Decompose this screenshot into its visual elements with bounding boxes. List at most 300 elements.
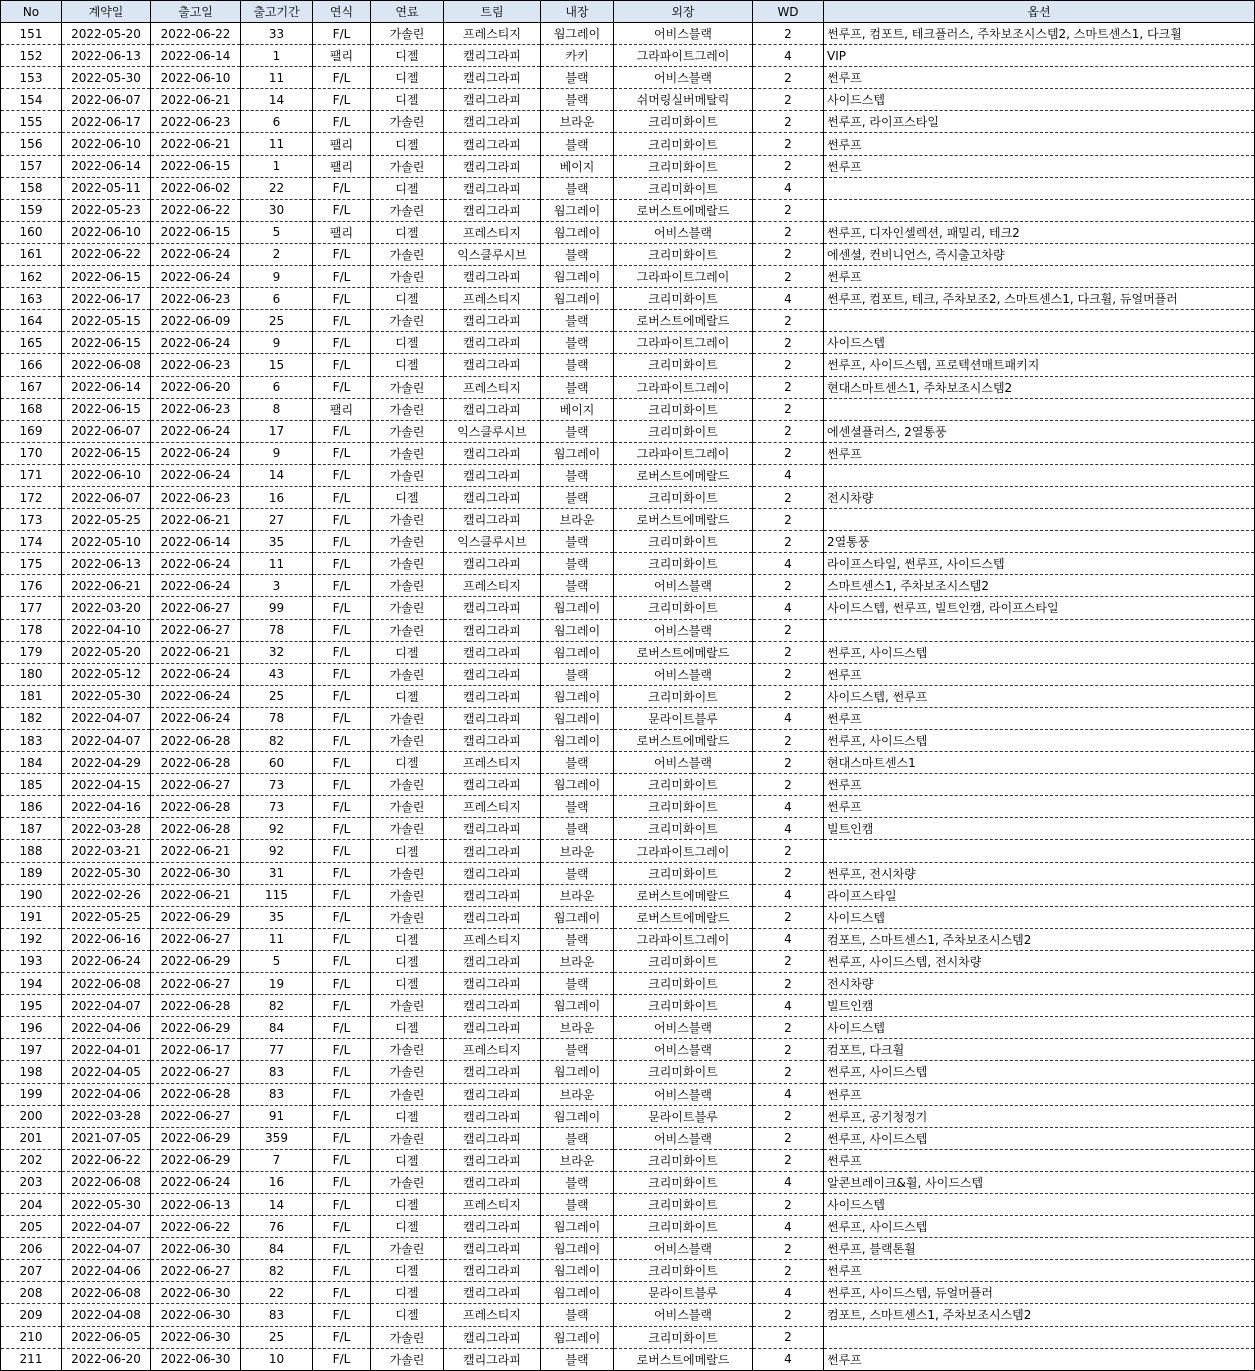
cell-options[interactable]: 빌트인캠 bbox=[824, 995, 1255, 1017]
cell-release-period[interactable]: 16 bbox=[241, 486, 313, 508]
cell-model-year[interactable]: F/L bbox=[313, 354, 371, 376]
cell-release-period[interactable]: 84 bbox=[241, 1017, 313, 1039]
cell-contract-date[interactable]: 2022-04-06 bbox=[62, 1083, 151, 1105]
cell-contract-date[interactable]: 2022-05-12 bbox=[62, 663, 151, 685]
cell-release-date[interactable]: 2022-06-24 bbox=[151, 575, 241, 597]
cell-wd[interactable]: 4 bbox=[753, 707, 824, 729]
cell-options[interactable]: 사이드스텝 bbox=[824, 1193, 1255, 1215]
cell-release-date[interactable]: 2022-06-30 bbox=[151, 1238, 241, 1260]
cell-wd[interactable]: 2 bbox=[753, 575, 824, 597]
cell-trim[interactable]: 캘리그라피 bbox=[444, 67, 541, 89]
cell-release-period[interactable]: 60 bbox=[241, 752, 313, 774]
cell-contract-date[interactable]: 2022-06-20 bbox=[62, 1348, 151, 1370]
cell-exterior[interactable]: 크리미화이트 bbox=[614, 818, 753, 840]
cell-options[interactable] bbox=[824, 177, 1255, 199]
cell-release-period[interactable]: 83 bbox=[241, 1083, 313, 1105]
cell-exterior[interactable]: 크리미화이트 bbox=[614, 1149, 753, 1171]
cell-trim[interactable]: 캘리그라피 bbox=[444, 707, 541, 729]
cell-fuel[interactable]: 가솔린 bbox=[371, 111, 444, 133]
cell-release-period[interactable]: 11 bbox=[241, 67, 313, 89]
cell-no[interactable]: 158 bbox=[1, 177, 62, 199]
cell-no[interactable]: 174 bbox=[1, 531, 62, 553]
cell-no[interactable]: 210 bbox=[1, 1326, 62, 1348]
cell-no[interactable]: 189 bbox=[1, 862, 62, 884]
cell-release-date[interactable]: 2022-06-24 bbox=[151, 707, 241, 729]
cell-wd[interactable]: 2 bbox=[753, 1039, 824, 1061]
cell-model-year[interactable]: F/L bbox=[313, 862, 371, 884]
cell-exterior[interactable]: 크리미화이트 bbox=[614, 243, 753, 265]
cell-model-year[interactable]: 팰리 bbox=[313, 45, 371, 67]
cell-fuel[interactable]: 가솔린 bbox=[371, 1039, 444, 1061]
cell-wd[interactable]: 2 bbox=[753, 133, 824, 155]
cell-release-date[interactable]: 2022-06-27 bbox=[151, 774, 241, 796]
cell-exterior[interactable]: 로버스트에메랄드 bbox=[614, 906, 753, 928]
cell-trim[interactable]: 캘리그라피 bbox=[444, 177, 541, 199]
cell-options[interactable]: 썬루프, 사이드스텝, 전시차량 bbox=[824, 950, 1255, 972]
cell-no[interactable]: 162 bbox=[1, 266, 62, 288]
cell-options[interactable] bbox=[824, 310, 1255, 332]
cell-release-date[interactable]: 2022-06-27 bbox=[151, 1061, 241, 1083]
cell-fuel[interactable]: 디젤 bbox=[371, 1282, 444, 1304]
cell-release-period[interactable]: 91 bbox=[241, 1105, 313, 1127]
cell-trim[interactable]: 캘리그라피 bbox=[444, 840, 541, 862]
cell-options[interactable]: 전시차량 bbox=[824, 973, 1255, 995]
cell-model-year[interactable]: F/L bbox=[313, 111, 371, 133]
cell-trim[interactable]: 캘리그라피 bbox=[444, 199, 541, 221]
cell-model-year[interactable]: F/L bbox=[313, 89, 371, 111]
cell-release-period[interactable]: 99 bbox=[241, 597, 313, 619]
cell-release-period[interactable]: 35 bbox=[241, 906, 313, 928]
cell-interior[interactable]: 웜그레이 bbox=[541, 685, 614, 707]
cell-model-year[interactable]: F/L bbox=[313, 950, 371, 972]
cell-exterior[interactable]: 어비스블랙 bbox=[614, 619, 753, 641]
cell-fuel[interactable]: 가솔린 bbox=[371, 553, 444, 575]
cell-options[interactable]: 컴포트, 스마트센스1, 주차보조시스템2 bbox=[824, 1304, 1255, 1326]
cell-release-date[interactable]: 2022-06-23 bbox=[151, 111, 241, 133]
cell-model-year[interactable]: F/L bbox=[313, 641, 371, 663]
cell-contract-date[interactable]: 2022-05-15 bbox=[62, 310, 151, 332]
cell-fuel[interactable]: 가솔린 bbox=[371, 796, 444, 818]
cell-options[interactable]: 썬루프 bbox=[824, 133, 1255, 155]
cell-release-period[interactable]: 2 bbox=[241, 243, 313, 265]
cell-trim[interactable]: 익스클루시브 bbox=[444, 243, 541, 265]
cell-release-period[interactable]: 14 bbox=[241, 464, 313, 486]
cell-trim[interactable]: 캘리그라피 bbox=[444, 266, 541, 288]
cell-trim[interactable]: 캘리그라피 bbox=[444, 1105, 541, 1127]
cell-no[interactable]: 179 bbox=[1, 641, 62, 663]
cell-contract-date[interactable]: 2022-03-28 bbox=[62, 818, 151, 840]
cell-trim[interactable]: 캘리그라피 bbox=[444, 1282, 541, 1304]
cell-release-date[interactable]: 2022-06-24 bbox=[151, 332, 241, 354]
header-exterior[interactable]: 외장 bbox=[614, 1, 753, 23]
cell-release-period[interactable]: 5 bbox=[241, 221, 313, 243]
cell-contract-date[interactable]: 2022-03-21 bbox=[62, 840, 151, 862]
cell-exterior[interactable]: 문라이트블루 bbox=[614, 707, 753, 729]
cell-exterior[interactable]: 로버스트에메랄드 bbox=[614, 1348, 753, 1370]
cell-fuel[interactable]: 디젤 bbox=[371, 950, 444, 972]
cell-wd[interactable]: 4 bbox=[753, 1348, 824, 1370]
cell-model-year[interactable]: F/L bbox=[313, 752, 371, 774]
cell-no[interactable]: 173 bbox=[1, 509, 62, 531]
cell-interior[interactable]: 카키 bbox=[541, 45, 614, 67]
cell-fuel[interactable]: 디젤 bbox=[371, 221, 444, 243]
cell-release-period[interactable]: 84 bbox=[241, 1238, 313, 1260]
cell-model-year[interactable]: F/L bbox=[313, 796, 371, 818]
cell-exterior[interactable]: 그라파이트그레이 bbox=[614, 376, 753, 398]
cell-contract-date[interactable]: 2022-05-30 bbox=[62, 1193, 151, 1215]
header-options[interactable]: 옵션 bbox=[824, 1, 1255, 23]
cell-model-year[interactable]: F/L bbox=[313, 1282, 371, 1304]
cell-model-year[interactable]: F/L bbox=[313, 1017, 371, 1039]
cell-release-date[interactable]: 2022-06-13 bbox=[151, 1193, 241, 1215]
cell-options[interactable]: 라이프스타일 bbox=[824, 884, 1255, 906]
cell-wd[interactable]: 2 bbox=[753, 509, 824, 531]
cell-interior[interactable]: 웜그레이 bbox=[541, 730, 614, 752]
cell-options[interactable]: 현대스마트센스1 bbox=[824, 752, 1255, 774]
cell-no[interactable]: 195 bbox=[1, 995, 62, 1017]
cell-fuel[interactable]: 가솔린 bbox=[371, 509, 444, 531]
cell-release-date[interactable]: 2022-06-22 bbox=[151, 1216, 241, 1238]
cell-no[interactable]: 172 bbox=[1, 486, 62, 508]
cell-release-date[interactable]: 2022-06-14 bbox=[151, 45, 241, 67]
cell-options[interactable]: 썬루프, 라이프스타일 bbox=[824, 111, 1255, 133]
cell-release-date[interactable]: 2022-06-21 bbox=[151, 884, 241, 906]
cell-exterior[interactable]: 크리미화이트 bbox=[614, 1326, 753, 1348]
cell-interior[interactable]: 웜그레이 bbox=[541, 1282, 614, 1304]
cell-wd[interactable]: 4 bbox=[753, 553, 824, 575]
cell-trim[interactable]: 프레스티지 bbox=[444, 376, 541, 398]
cell-contract-date[interactable]: 2022-04-07 bbox=[62, 707, 151, 729]
cell-contract-date[interactable]: 2022-04-10 bbox=[62, 619, 151, 641]
cell-model-year[interactable]: F/L bbox=[313, 1127, 371, 1149]
cell-contract-date[interactable]: 2022-05-11 bbox=[62, 177, 151, 199]
cell-no[interactable]: 156 bbox=[1, 133, 62, 155]
cell-exterior[interactable]: 어비스블랙 bbox=[614, 752, 753, 774]
cell-contract-date[interactable]: 2022-04-07 bbox=[62, 1216, 151, 1238]
cell-exterior[interactable]: 크리미화이트 bbox=[614, 1171, 753, 1193]
cell-exterior[interactable]: 크리미화이트 bbox=[614, 862, 753, 884]
cell-no[interactable]: 188 bbox=[1, 840, 62, 862]
cell-fuel[interactable]: 가솔린 bbox=[371, 774, 444, 796]
cell-options[interactable]: 썬루프 bbox=[824, 1260, 1255, 1282]
cell-contract-date[interactable]: 2022-04-07 bbox=[62, 995, 151, 1017]
cell-options[interactable]: 스마트센스1, 주차보조시스템2 bbox=[824, 575, 1255, 597]
cell-trim[interactable]: 익스클루시브 bbox=[444, 420, 541, 442]
cell-trim[interactable]: 캘리그라피 bbox=[444, 995, 541, 1017]
cell-release-date[interactable]: 2022-06-28 bbox=[151, 1083, 241, 1105]
cell-exterior[interactable]: 그라파이트그레이 bbox=[614, 45, 753, 67]
cell-no[interactable]: 197 bbox=[1, 1039, 62, 1061]
cell-release-date[interactable]: 2022-06-27 bbox=[151, 973, 241, 995]
cell-fuel[interactable]: 디젤 bbox=[371, 1304, 444, 1326]
cell-contract-date[interactable]: 2022-06-22 bbox=[62, 1149, 151, 1171]
cell-trim[interactable]: 캘리그라피 bbox=[444, 950, 541, 972]
cell-no[interactable]: 187 bbox=[1, 818, 62, 840]
cell-options[interactable]: 썬루프, 사이드스텝, 듀얼머플러 bbox=[824, 1282, 1255, 1304]
cell-interior[interactable]: 베이지 bbox=[541, 155, 614, 177]
cell-release-period[interactable]: 7 bbox=[241, 1149, 313, 1171]
cell-contract-date[interactable]: 2022-06-08 bbox=[62, 354, 151, 376]
cell-model-year[interactable]: F/L bbox=[313, 420, 371, 442]
cell-release-period[interactable]: 1 bbox=[241, 45, 313, 67]
cell-contract-date[interactable]: 2022-06-15 bbox=[62, 398, 151, 420]
cell-wd[interactable]: 2 bbox=[753, 1326, 824, 1348]
cell-no[interactable]: 166 bbox=[1, 354, 62, 376]
cell-exterior[interactable]: 크리미화이트 bbox=[614, 1061, 753, 1083]
cell-exterior[interactable]: 크리미화이트 bbox=[614, 398, 753, 420]
cell-release-date[interactable]: 2022-06-24 bbox=[151, 442, 241, 464]
cell-no[interactable]: 176 bbox=[1, 575, 62, 597]
cell-fuel[interactable]: 가솔린 bbox=[371, 862, 444, 884]
cell-wd[interactable]: 2 bbox=[753, 221, 824, 243]
cell-wd[interactable]: 2 bbox=[753, 1061, 824, 1083]
cell-release-period[interactable]: 76 bbox=[241, 1216, 313, 1238]
cell-model-year[interactable]: F/L bbox=[313, 199, 371, 221]
cell-model-year[interactable]: F/L bbox=[313, 442, 371, 464]
cell-fuel[interactable]: 디젤 bbox=[371, 840, 444, 862]
cell-contract-date[interactable]: 2022-06-15 bbox=[62, 332, 151, 354]
cell-trim[interactable]: 프레스티지 bbox=[444, 1039, 541, 1061]
cell-no[interactable]: 151 bbox=[1, 23, 62, 45]
cell-contract-date[interactable]: 2022-05-10 bbox=[62, 531, 151, 553]
cell-fuel[interactable]: 디젤 bbox=[371, 332, 444, 354]
cell-fuel[interactable]: 디젤 bbox=[371, 641, 444, 663]
cell-release-date[interactable]: 2022-06-22 bbox=[151, 199, 241, 221]
cell-wd[interactable]: 2 bbox=[753, 840, 824, 862]
cell-no[interactable]: 185 bbox=[1, 774, 62, 796]
cell-model-year[interactable]: F/L bbox=[313, 1216, 371, 1238]
cell-model-year[interactable]: F/L bbox=[313, 575, 371, 597]
cell-interior[interactable]: 블랙 bbox=[541, 1039, 614, 1061]
cell-interior[interactable]: 블랙 bbox=[541, 67, 614, 89]
cell-release-date[interactable]: 2022-06-28 bbox=[151, 752, 241, 774]
header-interior[interactable]: 내장 bbox=[541, 1, 614, 23]
cell-fuel[interactable]: 가솔린 bbox=[371, 1083, 444, 1105]
cell-no[interactable]: 180 bbox=[1, 663, 62, 685]
cell-interior[interactable]: 웜그레이 bbox=[541, 442, 614, 464]
cell-trim[interactable]: 캘리그라피 bbox=[444, 774, 541, 796]
cell-wd[interactable]: 2 bbox=[753, 774, 824, 796]
cell-model-year[interactable]: F/L bbox=[313, 288, 371, 310]
cell-no[interactable]: 191 bbox=[1, 906, 62, 928]
cell-wd[interactable]: 2 bbox=[753, 23, 824, 45]
cell-release-period[interactable]: 33 bbox=[241, 23, 313, 45]
cell-model-year[interactable]: F/L bbox=[313, 906, 371, 928]
cell-options[interactable]: 썬루프, 디자인셀렉션, 패밀리, 테크2 bbox=[824, 221, 1255, 243]
cell-options[interactable]: 현대스마트센스1, 주차보조시스템2 bbox=[824, 376, 1255, 398]
cell-trim[interactable]: 캘리그라피 bbox=[444, 310, 541, 332]
cell-exterior[interactable]: 크리미화이트 bbox=[614, 950, 753, 972]
cell-wd[interactable]: 4 bbox=[753, 45, 824, 67]
cell-release-period[interactable]: 32 bbox=[241, 641, 313, 663]
cell-fuel[interactable]: 디젤 bbox=[371, 354, 444, 376]
cell-contract-date[interactable]: 2022-06-05 bbox=[62, 1326, 151, 1348]
cell-options[interactable]: 썬루프, 전시차량 bbox=[824, 862, 1255, 884]
cell-contract-date[interactable]: 2022-06-07 bbox=[62, 420, 151, 442]
cell-release-date[interactable]: 2022-06-29 bbox=[151, 1127, 241, 1149]
cell-fuel[interactable]: 가솔린 bbox=[371, 266, 444, 288]
cell-options[interactable]: 에센셜, 컨비니언스, 즉시출고차량 bbox=[824, 243, 1255, 265]
cell-no[interactable]: 203 bbox=[1, 1171, 62, 1193]
cell-release-period[interactable]: 43 bbox=[241, 663, 313, 685]
cell-wd[interactable]: 2 bbox=[753, 862, 824, 884]
cell-wd[interactable]: 4 bbox=[753, 1083, 824, 1105]
cell-model-year[interactable]: F/L bbox=[313, 1304, 371, 1326]
cell-no[interactable]: 161 bbox=[1, 243, 62, 265]
cell-options[interactable]: 썬루프 bbox=[824, 1083, 1255, 1105]
cell-contract-date[interactable]: 2022-06-08 bbox=[62, 973, 151, 995]
cell-no[interactable]: 159 bbox=[1, 199, 62, 221]
cell-interior[interactable]: 블랙 bbox=[541, 177, 614, 199]
cell-fuel[interactable]: 디젤 bbox=[371, 288, 444, 310]
cell-contract-date[interactable]: 2022-04-06 bbox=[62, 1017, 151, 1039]
cell-release-date[interactable]: 2022-06-15 bbox=[151, 221, 241, 243]
cell-wd[interactable]: 2 bbox=[753, 442, 824, 464]
cell-options[interactable]: 썬루프, 사이드스텝 bbox=[824, 1216, 1255, 1238]
cell-interior[interactable]: 블랙 bbox=[541, 531, 614, 553]
cell-release-date[interactable]: 2022-06-30 bbox=[151, 862, 241, 884]
cell-model-year[interactable]: F/L bbox=[313, 464, 371, 486]
cell-trim[interactable]: 캘리그라피 bbox=[444, 884, 541, 906]
cell-model-year[interactable]: F/L bbox=[313, 730, 371, 752]
cell-fuel[interactable]: 가솔린 bbox=[371, 906, 444, 928]
cell-wd[interactable]: 4 bbox=[753, 177, 824, 199]
cell-trim[interactable]: 캘리그라피 bbox=[444, 818, 541, 840]
cell-exterior[interactable]: 크리미화이트 bbox=[614, 597, 753, 619]
cell-model-year[interactable]: F/L bbox=[313, 707, 371, 729]
cell-trim[interactable]: 캘리그라피 bbox=[444, 1238, 541, 1260]
cell-wd[interactable]: 2 bbox=[753, 199, 824, 221]
cell-release-date[interactable]: 2022-06-24 bbox=[151, 243, 241, 265]
cell-options[interactable]: 컴포트, 스마트센스1, 주차보조시스템2 bbox=[824, 928, 1255, 950]
cell-trim[interactable]: 캘리그라피 bbox=[444, 111, 541, 133]
cell-fuel[interactable]: 가솔린 bbox=[371, 884, 444, 906]
cell-release-period[interactable]: 22 bbox=[241, 177, 313, 199]
cell-exterior[interactable]: 크리미화이트 bbox=[614, 1260, 753, 1282]
cell-options[interactable]: VIP bbox=[824, 45, 1255, 67]
cell-no[interactable]: 202 bbox=[1, 1149, 62, 1171]
cell-trim[interactable]: 캘리그라피 bbox=[444, 1171, 541, 1193]
cell-wd[interactable]: 2 bbox=[753, 398, 824, 420]
cell-options[interactable]: 사이드스텝 bbox=[824, 1017, 1255, 1039]
cell-options[interactable]: 사이드스텝, 썬루프, 빌트인캠, 라이프스타일 bbox=[824, 597, 1255, 619]
cell-trim[interactable]: 캘리그라피 bbox=[444, 862, 541, 884]
cell-trim[interactable]: 익스클루시브 bbox=[444, 531, 541, 553]
cell-interior[interactable]: 블랙 bbox=[541, 973, 614, 995]
cell-interior[interactable]: 블랙 bbox=[541, 332, 614, 354]
cell-trim[interactable]: 캘리그라피 bbox=[444, 1017, 541, 1039]
cell-interior[interactable]: 블랙 bbox=[541, 243, 614, 265]
cell-release-period[interactable]: 5 bbox=[241, 950, 313, 972]
cell-fuel[interactable]: 가솔린 bbox=[371, 531, 444, 553]
cell-release-period[interactable]: 6 bbox=[241, 376, 313, 398]
cell-release-period[interactable]: 82 bbox=[241, 1260, 313, 1282]
cell-release-date[interactable]: 2022-06-29 bbox=[151, 1017, 241, 1039]
cell-model-year[interactable]: F/L bbox=[313, 1348, 371, 1370]
cell-release-period[interactable]: 19 bbox=[241, 973, 313, 995]
cell-model-year[interactable]: F/L bbox=[313, 884, 371, 906]
cell-exterior[interactable]: 어비스블랙 bbox=[614, 221, 753, 243]
cell-wd[interactable]: 2 bbox=[753, 67, 824, 89]
cell-release-period[interactable]: 8 bbox=[241, 398, 313, 420]
cell-options[interactable]: 알콘브레이크&휠, 사이드스텝 bbox=[824, 1171, 1255, 1193]
header-fuel[interactable]: 연료 bbox=[371, 1, 444, 23]
cell-options[interactable]: 썬루프, 사이드스텝 bbox=[824, 730, 1255, 752]
cell-options[interactable] bbox=[824, 1326, 1255, 1348]
cell-release-date[interactable]: 2022-06-30 bbox=[151, 1326, 241, 1348]
cell-no[interactable]: 167 bbox=[1, 376, 62, 398]
cell-trim[interactable]: 캘리그라피 bbox=[444, 332, 541, 354]
cell-no[interactable]: 198 bbox=[1, 1061, 62, 1083]
cell-exterior[interactable]: 크리미화이트 bbox=[614, 111, 753, 133]
cell-fuel[interactable]: 디젤 bbox=[371, 89, 444, 111]
cell-contract-date[interactable]: 2022-04-07 bbox=[62, 1238, 151, 1260]
cell-fuel[interactable]: 가솔린 bbox=[371, 663, 444, 685]
cell-exterior[interactable]: 크리미화이트 bbox=[614, 486, 753, 508]
cell-wd[interactable]: 2 bbox=[753, 1304, 824, 1326]
cell-wd[interactable]: 2 bbox=[753, 332, 824, 354]
cell-no[interactable]: 160 bbox=[1, 221, 62, 243]
cell-fuel[interactable]: 가솔린 bbox=[371, 1238, 444, 1260]
cell-interior[interactable]: 웜그레이 bbox=[541, 641, 614, 663]
cell-interior[interactable]: 블랙 bbox=[541, 354, 614, 376]
cell-model-year[interactable]: F/L bbox=[313, 1238, 371, 1260]
cell-release-period[interactable]: 83 bbox=[241, 1061, 313, 1083]
cell-options[interactable]: 썬루프 bbox=[824, 707, 1255, 729]
cell-interior[interactable]: 웜그레이 bbox=[541, 199, 614, 221]
cell-no[interactable]: 199 bbox=[1, 1083, 62, 1105]
cell-no[interactable]: 165 bbox=[1, 332, 62, 354]
cell-wd[interactable]: 2 bbox=[753, 641, 824, 663]
cell-options[interactable]: 썬루프 bbox=[824, 442, 1255, 464]
cell-no[interactable]: 204 bbox=[1, 1193, 62, 1215]
cell-exterior[interactable]: 그라파이트그레이 bbox=[614, 840, 753, 862]
cell-options[interactable]: 썬루프 bbox=[824, 663, 1255, 685]
cell-exterior[interactable]: 어비스블랙 bbox=[614, 67, 753, 89]
cell-release-period[interactable]: 1 bbox=[241, 155, 313, 177]
cell-model-year[interactable]: F/L bbox=[313, 553, 371, 575]
cell-release-date[interactable]: 2022-06-23 bbox=[151, 288, 241, 310]
cell-trim[interactable]: 캘리그라피 bbox=[444, 597, 541, 619]
cell-release-period[interactable]: 78 bbox=[241, 619, 313, 641]
cell-fuel[interactable]: 디젤 bbox=[371, 1017, 444, 1039]
cell-fuel[interactable]: 디젤 bbox=[371, 685, 444, 707]
cell-options[interactable]: 썬루프 bbox=[824, 1149, 1255, 1171]
cell-options[interactable]: 썬루프, 공기청정기 bbox=[824, 1105, 1255, 1127]
cell-fuel[interactable]: 가솔린 bbox=[371, 1348, 444, 1370]
cell-fuel[interactable]: 가솔린 bbox=[371, 1326, 444, 1348]
cell-fuel[interactable]: 가솔린 bbox=[371, 376, 444, 398]
cell-no[interactable]: 153 bbox=[1, 67, 62, 89]
cell-wd[interactable]: 2 bbox=[753, 354, 824, 376]
cell-contract-date[interactable]: 2022-06-21 bbox=[62, 575, 151, 597]
cell-model-year[interactable]: F/L bbox=[313, 376, 371, 398]
cell-no[interactable]: 190 bbox=[1, 884, 62, 906]
cell-no[interactable]: 181 bbox=[1, 685, 62, 707]
cell-options[interactable]: 컴포트, 다크휠 bbox=[824, 1039, 1255, 1061]
cell-exterior[interactable]: 문라이트블루 bbox=[614, 1282, 753, 1304]
cell-no[interactable]: 209 bbox=[1, 1304, 62, 1326]
cell-model-year[interactable]: F/L bbox=[313, 1083, 371, 1105]
cell-exterior[interactable]: 그라파이트그레이 bbox=[614, 442, 753, 464]
cell-exterior[interactable]: 로버스트에메랄드 bbox=[614, 464, 753, 486]
cell-wd[interactable]: 2 bbox=[753, 420, 824, 442]
cell-options[interactable]: 썬루프, 사이드스텝, 프로텍션매트패키지 bbox=[824, 354, 1255, 376]
cell-options[interactable] bbox=[824, 619, 1255, 641]
cell-exterior[interactable]: 어비스블랙 bbox=[614, 1238, 753, 1260]
cell-options[interactable]: 2열통풍 bbox=[824, 531, 1255, 553]
cell-model-year[interactable]: 팰리 bbox=[313, 398, 371, 420]
